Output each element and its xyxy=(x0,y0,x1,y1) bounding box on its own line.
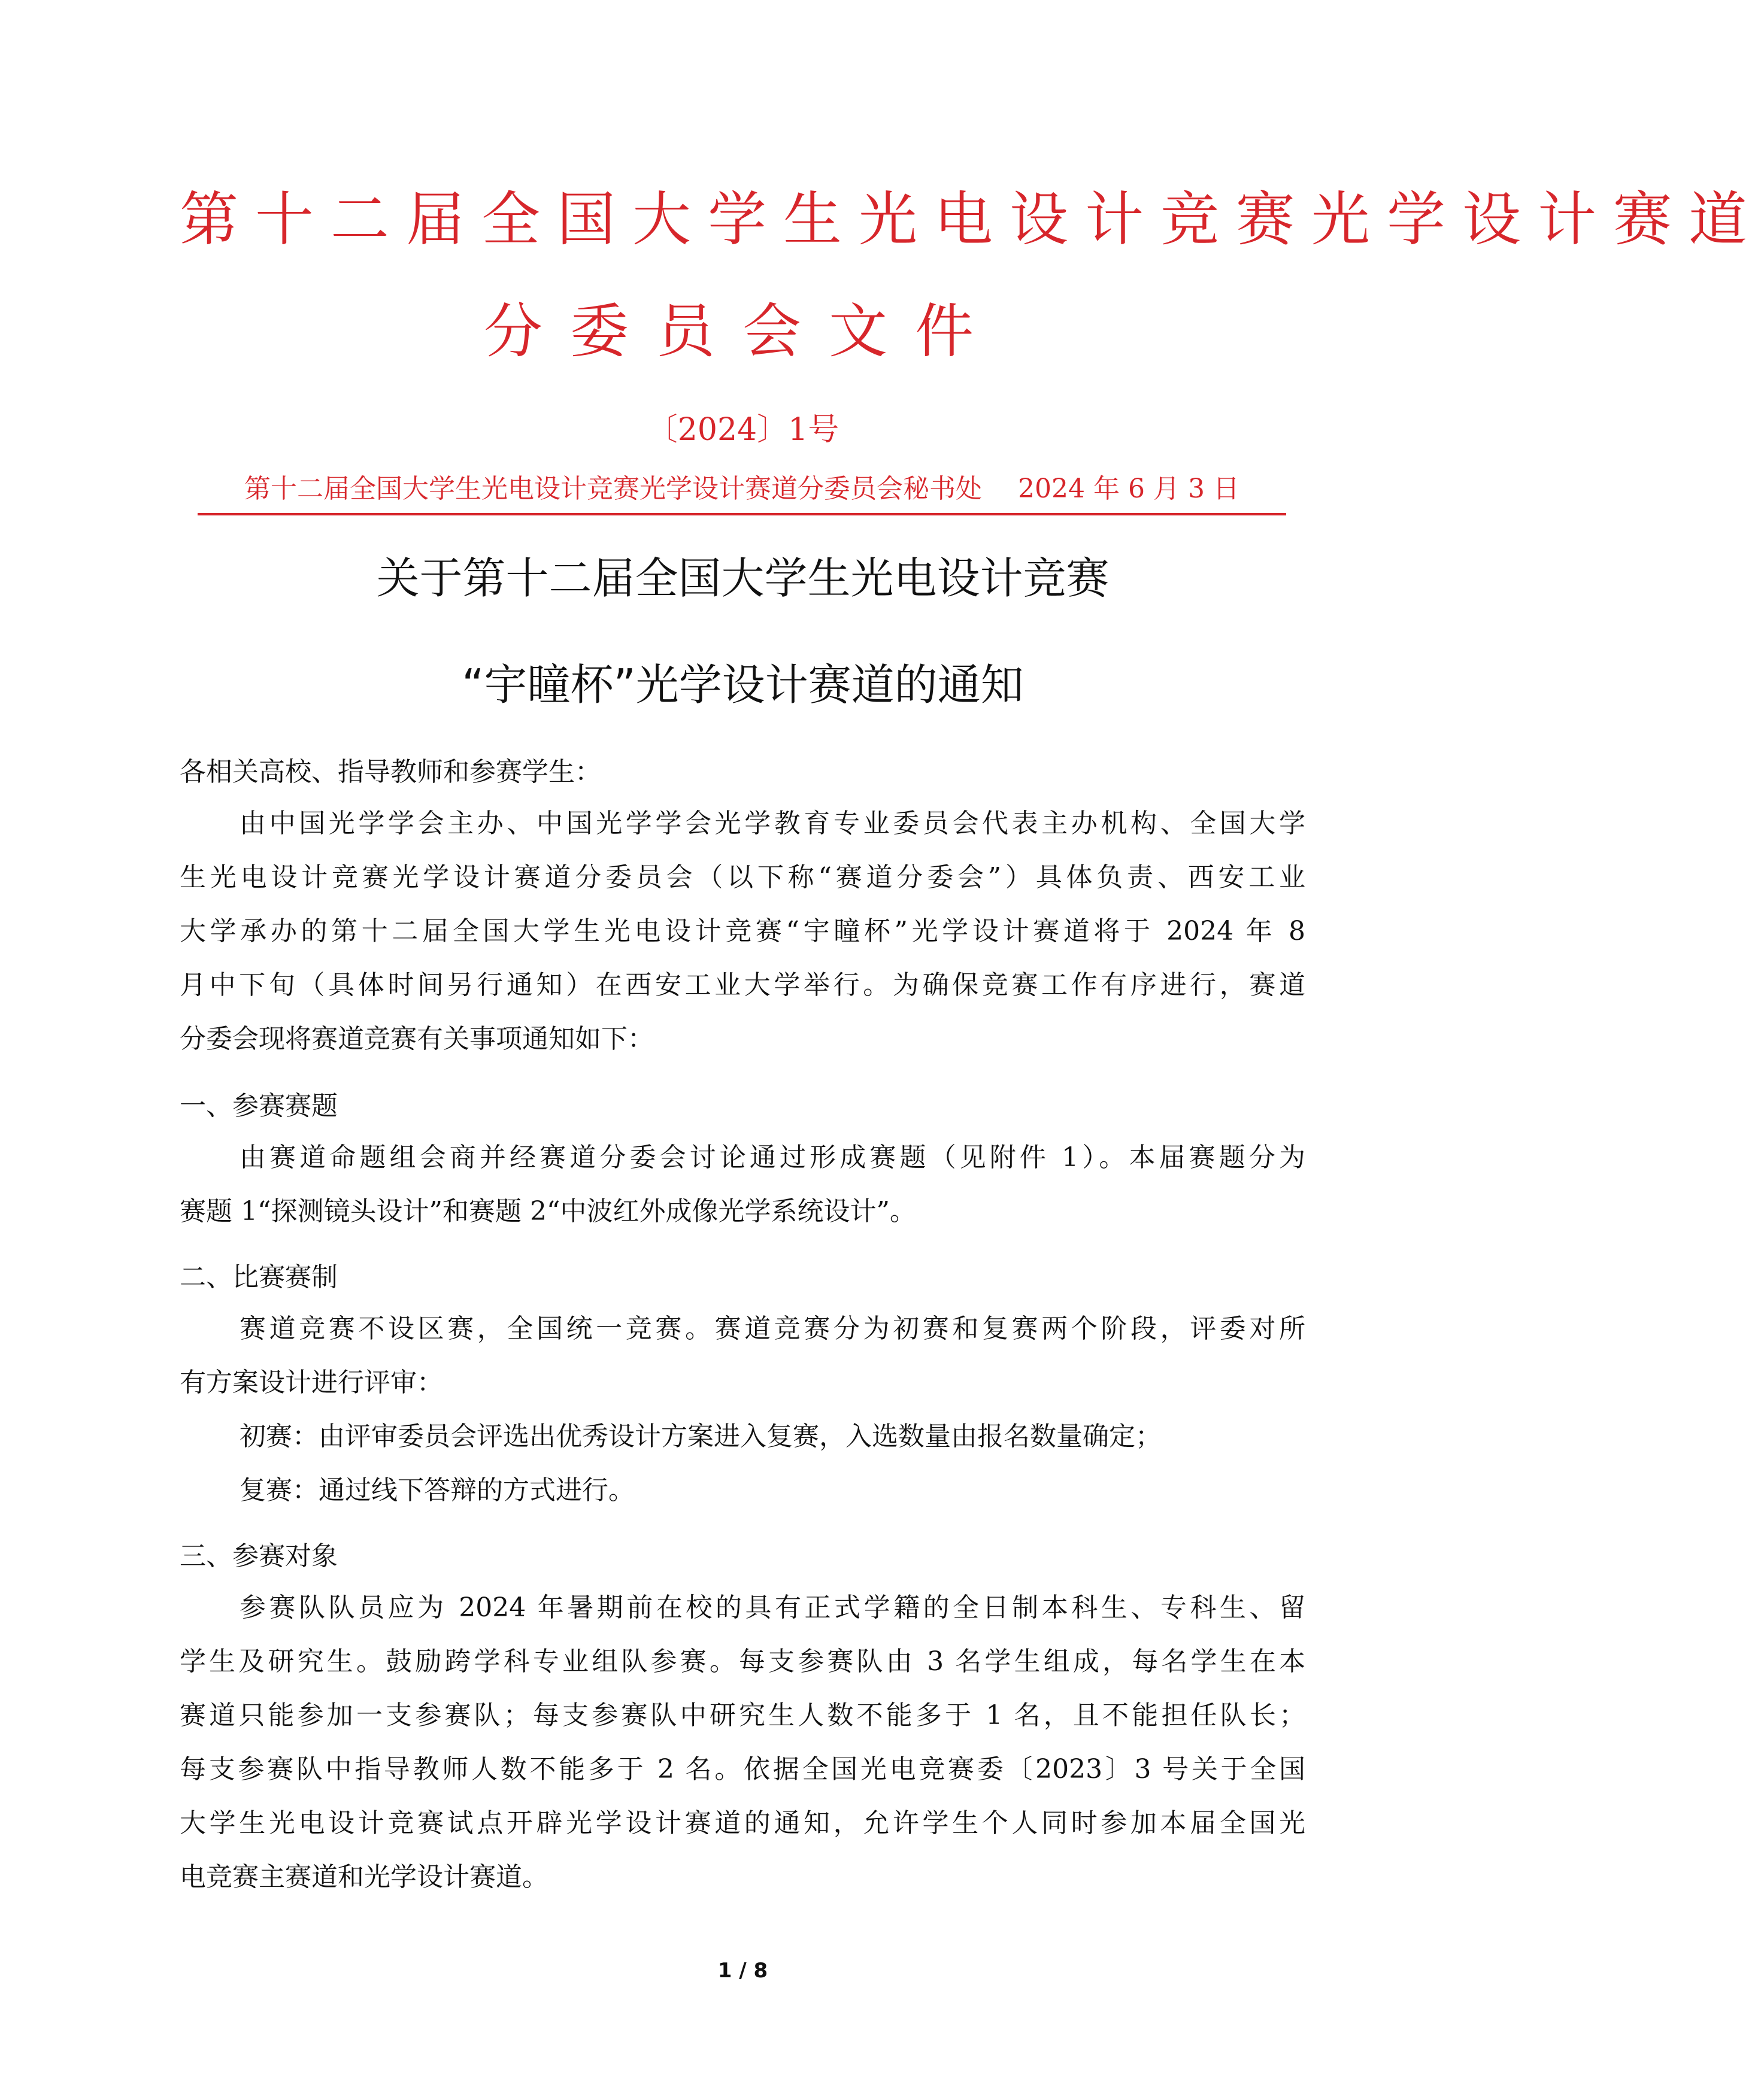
red-divider-line xyxy=(198,513,1286,515)
section-line: 参赛队队员应为 2024 年暑期前在校的具有正式学籍的全日制本科生、专科生、留 xyxy=(240,1592,1305,1623)
intro-line: 月中下旬（具体时间另行通知）在西安工业大学举行。为确保竞赛工作有序进行，赛道 xyxy=(180,970,1305,1000)
salutation: 各相关高校、指导教师和参赛学生： xyxy=(180,757,601,787)
red-header-line1: 第十二届全国大学生光电设计竞赛光学设计赛道 xyxy=(180,186,1764,254)
notice-title-line1: 关于第十二届全国大学生光电设计竞赛 xyxy=(376,553,1110,603)
issue-date: 2024 年 6 月 3 日 xyxy=(1018,474,1239,504)
issuer-line xyxy=(198,476,1286,507)
notice-title-line2: “宇瞳杯”光学设计赛道的通知 xyxy=(462,660,1024,710)
intro-line: 大学承办的第十二届全国大学生光电设计竞赛“宇瞳杯”光学设计赛道将于 2024 年 8 xyxy=(180,916,1305,946)
section-line: 每支参赛队中指导教师人数不能多于 2 名。依据全国光电竞赛委〔2023〕3 号关于全国 xyxy=(180,1754,1305,1785)
section-line: 由赛道命题组会商并经赛道分委会讨论通过形成赛题（见附件 1）。本届赛题分为 xyxy=(240,1142,1305,1173)
red-header-line2: 分委员会文件 xyxy=(483,298,1001,366)
section-heading-topics: 一、参赛赛题 xyxy=(180,1091,338,1121)
section-line: 大学生光电设计竞赛试点开辟光学设计赛道的通知，允许学生个人同时参加本届全国光 xyxy=(180,1808,1305,1838)
section-heading-eligibility: 三、参赛对象 xyxy=(180,1541,338,1571)
document-number: 〔2024〕1号 xyxy=(646,412,839,448)
section-line: 赛道只能参加一支参赛队；每支参赛队中研究生人数不能多于 1 名，且不能担任队长； xyxy=(180,1700,1305,1731)
section-line: 有方案设计进行评审： xyxy=(180,1367,443,1398)
section-line: 电竞赛主赛道和光学设计赛道。 xyxy=(180,1862,548,1892)
section-line: 赛道竞赛不设区赛，全国统一竞赛。赛道竞赛分为初赛和复赛两个阶段，评委对所 xyxy=(240,1313,1305,1344)
intro-line: 由中国光学学会主办、中国光学学会光学教育专业委员会代表主办机构、全国大学 xyxy=(240,808,1305,839)
intro-line: 生光电设计竞赛光学设计赛道分委员会（以下称“赛道分委会”）具体负责、西安工业 xyxy=(180,862,1305,893)
section-line: 学生及研究生。鼓励跨学科专业组队参赛。每支参赛队由 3 名学生组成，每名学生在本 xyxy=(180,1646,1305,1677)
intro-line: 分委会现将赛道竞赛有关事项通知如下： xyxy=(180,1024,654,1054)
final-round: 复赛：通过线下答辩的方式进行。 xyxy=(240,1475,635,1506)
section-heading-format: 二、比赛赛制 xyxy=(180,1262,338,1292)
page-number: 1 / 8 xyxy=(717,1959,768,1983)
issuer-name: 第十二届全国大学生光电设计竞赛光学设计赛道分委员会秘书处 xyxy=(244,474,983,504)
preliminary-round: 初赛：由评审委员会评选出优秀设计方案进入复赛，入选数量由报名数量确定； xyxy=(240,1421,1162,1452)
section-line: 赛题 1“探测镜头设计”和赛题 2“中波红外成像光学系统设计”。 xyxy=(180,1196,916,1227)
